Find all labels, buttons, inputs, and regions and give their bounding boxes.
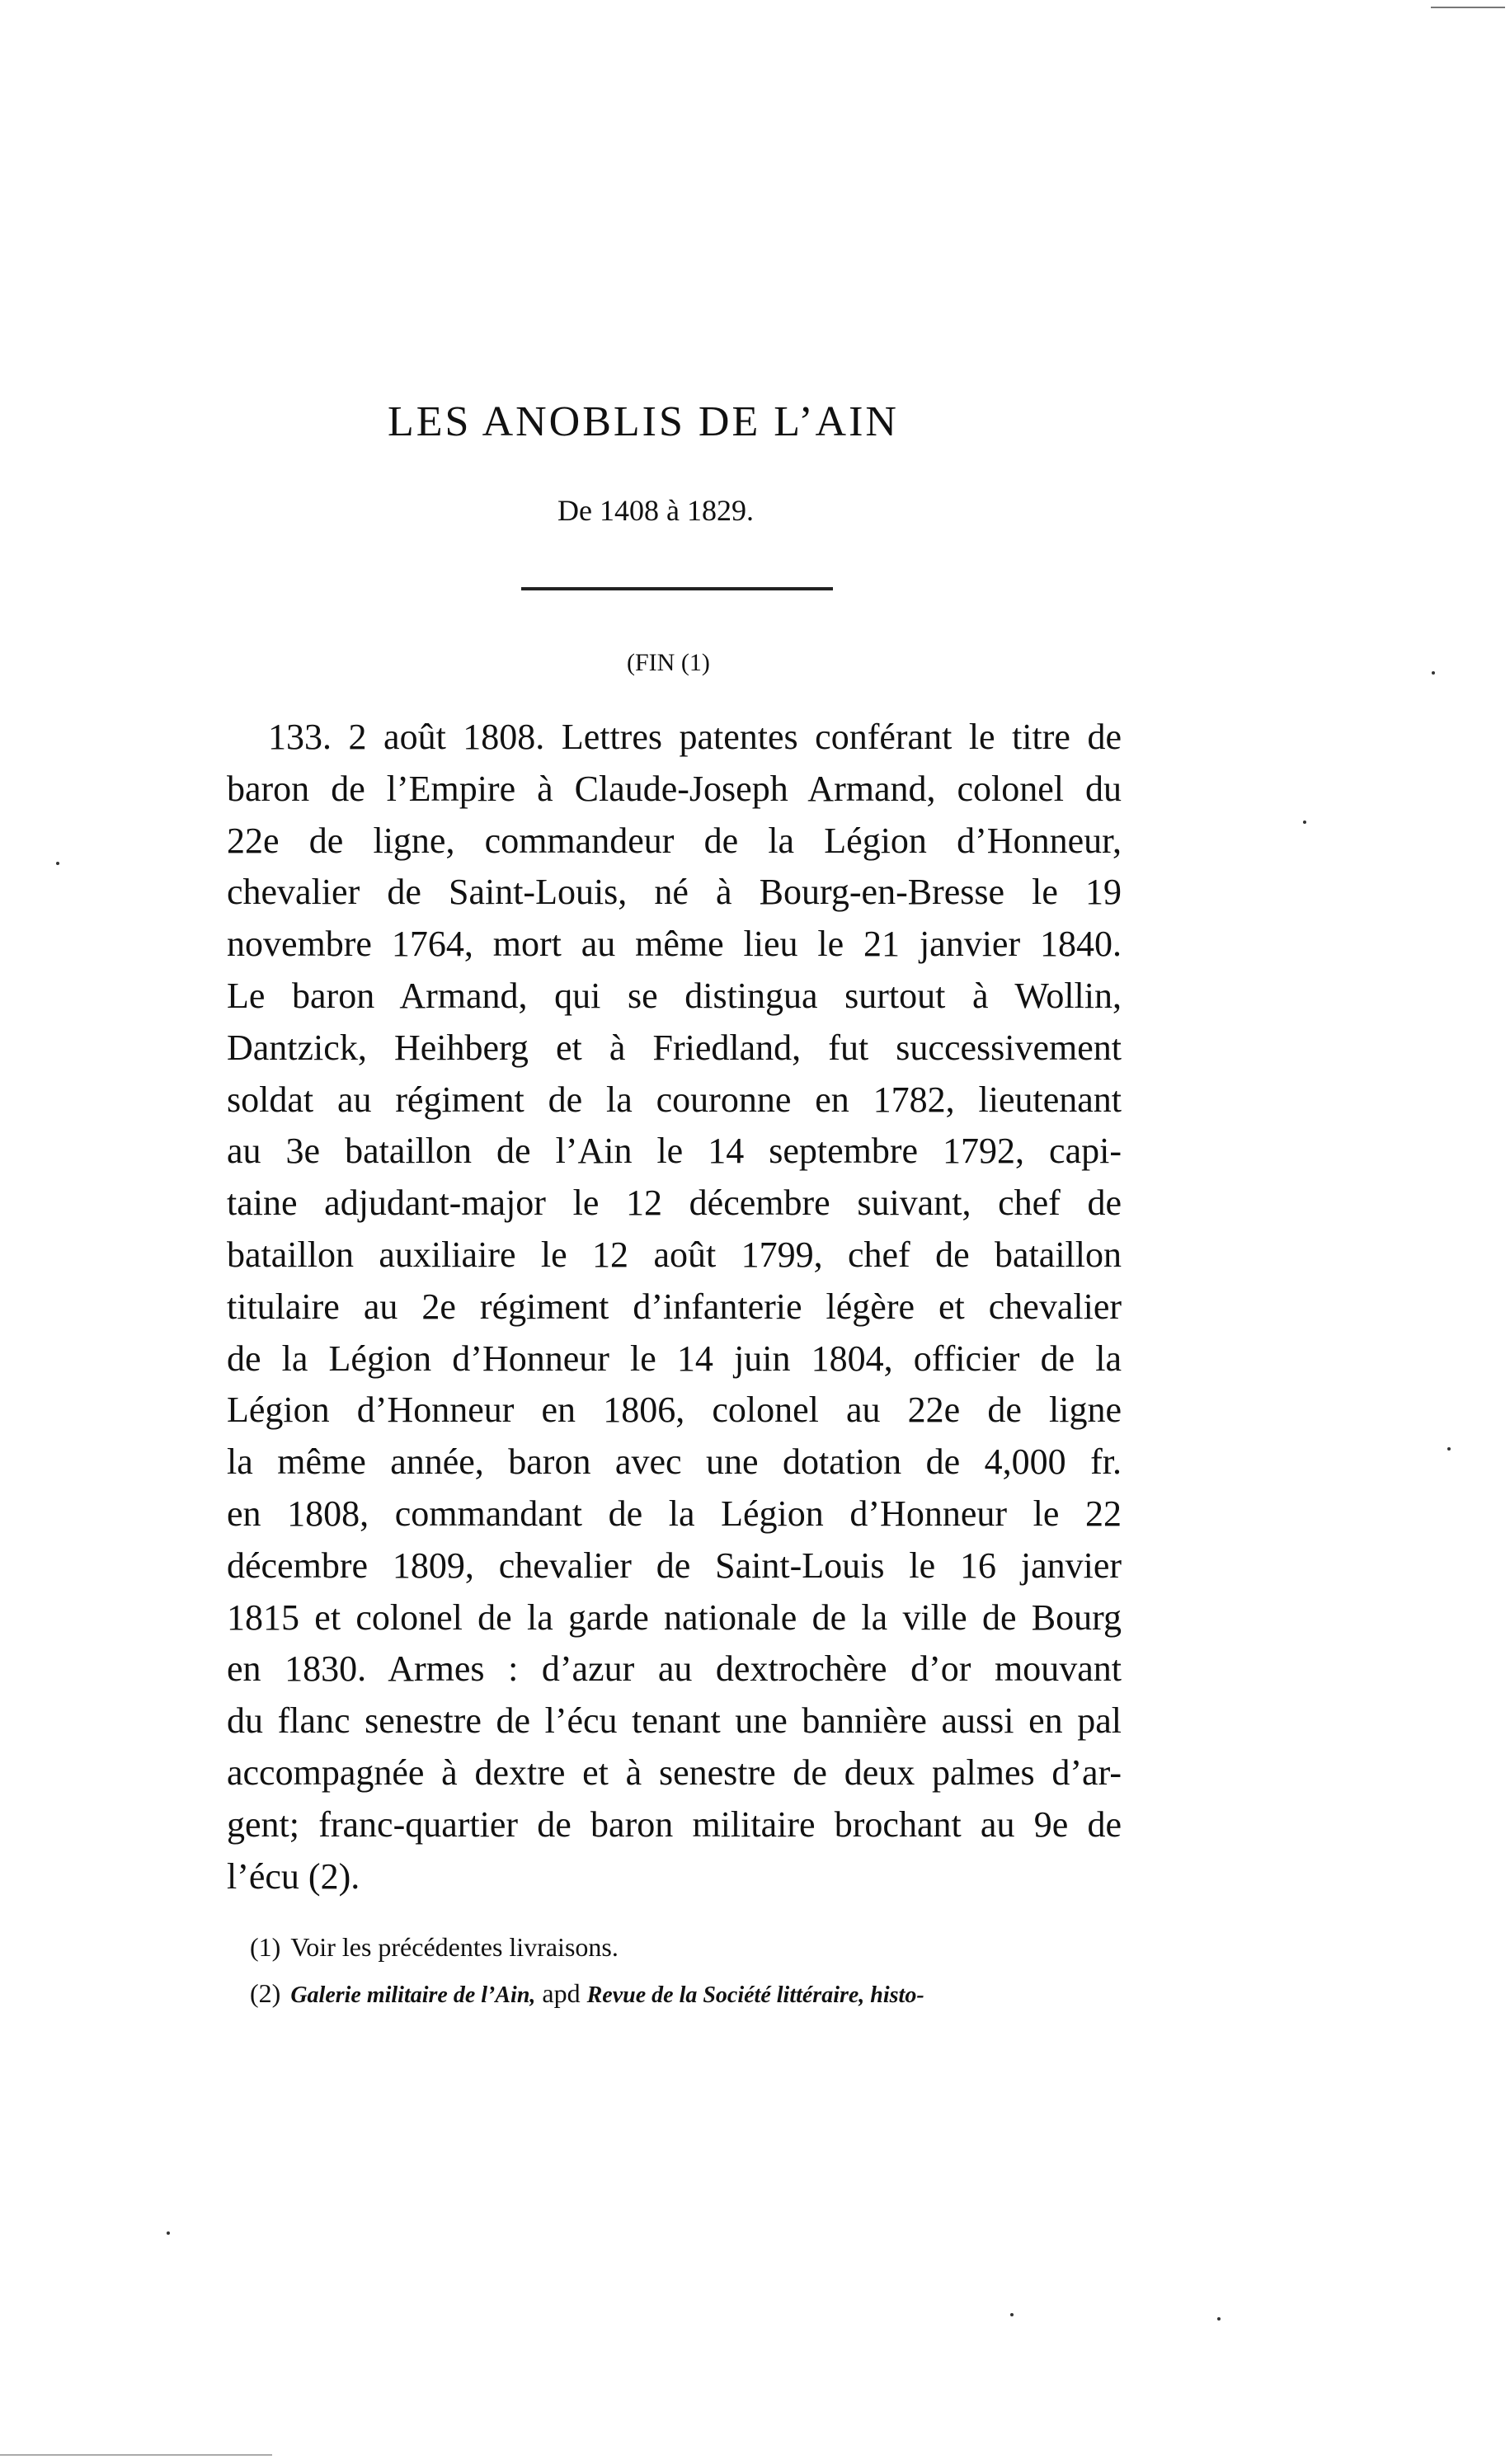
paper-speck (167, 2231, 170, 2235)
footnote-text: apd (535, 1978, 587, 2008)
paper-speck (1303, 821, 1306, 824)
paragraph-line: Légion d’Honneur en 1806, colonel au 22e de ligne (227, 1390, 1122, 1431)
paragraph-line: l’écu (2). (227, 1855, 360, 1897)
footnote-marker: (1) (250, 1932, 281, 1962)
paragraph-line: 22e de ligne, commandeur de la Légion d’Honneur, (227, 820, 1122, 861)
paragraph-line: taine adjudant-major le 12 décembre suivant, chef de (227, 1183, 1122, 1224)
paragraph-line: 133. 2 août 1808. Lettres patentes conférant le titre de (268, 717, 1122, 757)
paragraph-line: décembre 1809, chevalier de Saint-Louis le 16 janvier (227, 1545, 1122, 1586)
paragraph-line: 1815 et colonel de la garde nationale de la ville de Bourg (227, 1596, 1122, 1638)
paragraph-line: la même année, baron avec une dotation de 4,000 fr. (227, 1441, 1122, 1483)
paragraph-line: accompagnée à dextre et à senestre de deux palmes d’ar- (227, 1752, 1122, 1793)
paragraph-line: titulaire au 2e régiment d’infanterie légère et chevalier (227, 1286, 1122, 1327)
paragraph-line: en 1808, commandant de la Légion d’Honneur le 22 (227, 1493, 1122, 1534)
page-title: LES ANOBLIS DE L’AIN (388, 398, 899, 445)
paragraph-line: baron de l’Empire à Claude-Joseph Armand, colonel du (227, 768, 1122, 809)
footnote-marker: (2) (250, 1978, 281, 2008)
paragraph-line: novembre 1764, mort au même lieu le 21 janvier 1840. (227, 924, 1122, 965)
paragraph-line: au 3e bataillon de l’Ain le 14 septembre 1792, capi- (227, 1131, 1122, 1172)
paper-speck (56, 862, 59, 865)
bottom-edge-rule (0, 2454, 272, 2456)
footnote-italic-text: Revue de la Société littéraire, histo- (586, 1982, 924, 2008)
paragraph-line: chevalier de Saint-Louis, né à Bourg-en-Bresse le 19 (227, 872, 1122, 913)
paper-speck (1432, 671, 1435, 675)
paragraph-line: soldat au régiment de la couronne en 1782, lieutenant (227, 1079, 1122, 1120)
fin-note: (FIN (1) (627, 649, 710, 676)
paragraph-line: en 1830. Armes : d’azur au dextrochère d’or mouvant (227, 1648, 1122, 1690)
paragraph-line: bataillon auxiliaire le 12 août 1799, chef de bataillon (227, 1234, 1122, 1275)
footnote-italic-text: Galerie militaire de l’Ain, (290, 1982, 536, 2008)
paragraph-line: Dantzick, Heihberg et à Friedland, fut successivement (227, 1027, 1122, 1068)
main-paragraph (227, 712, 1122, 1902)
paragraph-line: du flanc senestre de l’écu tenant une bannière aussi en pal (227, 1700, 1122, 1742)
page-subtitle: De 1408 à 1829. (557, 494, 754, 527)
footnote-text: Voir les précédentes livraisons. (290, 1932, 619, 1962)
paper-speck (1447, 1447, 1451, 1451)
top-edge-rule (1431, 7, 1505, 8)
paper-speck (1010, 2313, 1014, 2316)
footnote-2 (250, 1970, 1124, 2019)
paragraph-line: gent; franc-quartier de baron militaire brochant au 9e de (227, 1803, 1122, 1845)
paragraph-line: de la Légion d’Honneur le 14 juin 1804, officier de la (227, 1338, 1122, 1379)
footnotes (250, 1924, 1124, 2019)
title-divider (521, 587, 833, 590)
footnote-1 (250, 1924, 1124, 1970)
paper-speck (1217, 2317, 1221, 2321)
paragraph-line: Le baron Armand, qui se distingua surtout à Wollin, (227, 975, 1122, 1016)
